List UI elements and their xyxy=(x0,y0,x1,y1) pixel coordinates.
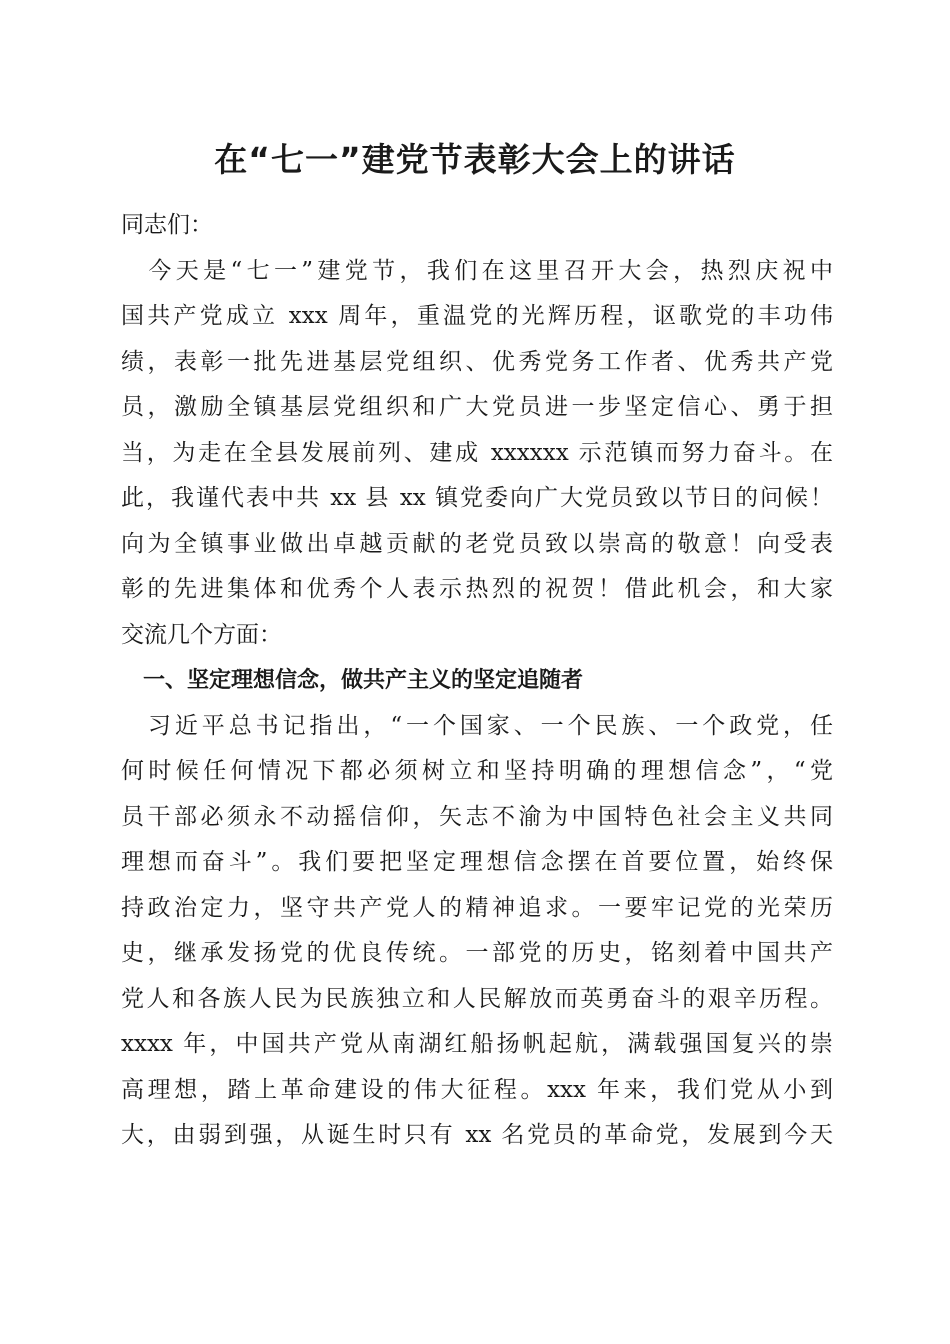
document-body xyxy=(121,203,833,1159)
section-heading-1: 一、坚定理想信念，做共产主义的坚定追随者 xyxy=(121,668,584,693)
paragraph-line: 当，为走在全县发展前列、建成 xxxxxx 示范镇而努力奋斗。在 xyxy=(121,439,833,466)
paragraph-line: 彰的先进集体和优秀个人表示热烈的祝贺！借此机会，和大家 xyxy=(121,576,833,602)
paragraph-line: 员干部必须永不动摇信仰，矢志不渝为中国特色社会主义共同 xyxy=(121,803,833,830)
paragraph-line: 员，激励全镇基层党组织和广大党员进一步坚定信心、勇于担 xyxy=(121,394,833,420)
paragraph-line: 高理想，踏上革命建设的伟大征程。xxx 年来，我们党从小到 xyxy=(121,1076,833,1103)
paragraph-line: xxxx 年，中国共产党从南湖红船扬帆起航，满载强国复兴的崇 xyxy=(121,1031,833,1057)
document-title: 在“七一”建党节表彰大会上的讲话 xyxy=(214,140,736,179)
salutation: 同志们： xyxy=(121,212,213,238)
paragraph-line: 持政治定力，坚守共产党人的精神追求。一要牢记党的光荣历 xyxy=(121,894,833,921)
paragraph-line: 党人和各族人民为民族独立和人民解放而英勇奋斗的艰辛历程。 xyxy=(121,985,833,1012)
paragraph-1 xyxy=(121,249,833,659)
paragraph-line: 绩，表彰一批先进基层党组织、优秀党务工作者、优秀共产党 xyxy=(121,348,833,375)
paragraph-line: 何时候任何情况下都必须树立和坚持明确的理想信念”，“党 xyxy=(121,758,833,784)
paragraph-line: 此，我谨代表中共 xx 县 xx 镇党委向广大党员致以节日的问候！ xyxy=(121,485,833,511)
paragraph-line: 习近平总书记指出，“一个国家、一个民族、一个政党，任 xyxy=(121,712,833,739)
paragraph-line: 史，继承发扬党的优良传统。一部党的历史，铭刻着中国共产 xyxy=(121,940,833,966)
paragraph-2 xyxy=(121,704,833,1159)
paragraph-line: 向为全镇事业做出卓越贡献的老党员致以崇高的敬意！向受表 xyxy=(121,530,833,557)
paragraph-line: 今天是“七一”建党节，我们在这里召开大会，热烈庆祝中 xyxy=(121,257,833,284)
paragraph-line: 大，由弱到强，从诞生时只有 xx 名党员的革命党，发展到今天 xyxy=(121,1122,833,1148)
paragraph-line: 理想而奋斗”。我们要把坚定理想信念摆在首要位置，始终保 xyxy=(121,849,833,875)
paragraph-line: 交流几个方面： xyxy=(121,621,282,648)
paragraph-line: 国共产党成立 xxx 周年，重温党的光辉历程，讴歌党的丰功伟 xyxy=(121,303,833,329)
